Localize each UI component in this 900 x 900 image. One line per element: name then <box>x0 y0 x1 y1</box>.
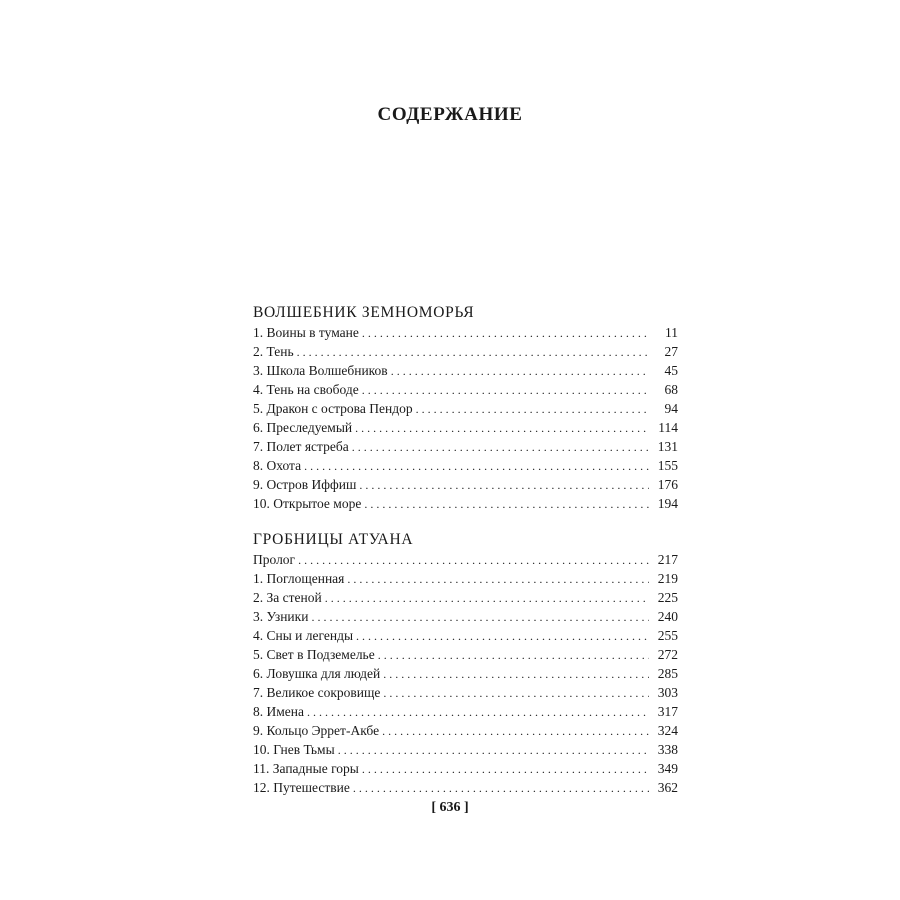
entry-page-number: 349 <box>657 761 678 776</box>
table-of-contents <box>253 303 678 797</box>
page-title: СОДЕРЖАНИЕ <box>377 104 523 125</box>
entry-title: 4. Сны и легенды <box>253 628 354 643</box>
section-entry-list <box>253 323 678 513</box>
toc-entry <box>253 342 678 361</box>
dot-leader <box>382 722 649 741</box>
entry-page-number: 272 <box>657 647 678 662</box>
dot-leader <box>359 476 649 495</box>
dot-leader <box>352 438 649 457</box>
dot-leader <box>391 362 649 381</box>
entry-page-number: 338 <box>657 742 678 757</box>
dot-leader <box>362 381 649 400</box>
entry-title: 3. Узники <box>253 609 309 624</box>
entry-title: 11. Западные горы <box>253 761 359 776</box>
entry-page-number: 94 <box>664 401 678 416</box>
toc-entry <box>253 607 678 626</box>
dot-leader <box>383 684 649 703</box>
entry-title: 5. Свет в Подземелье <box>253 647 375 662</box>
toc-section-earthsea-wizard <box>253 303 678 513</box>
entry-title: 12. Путешествие <box>253 780 350 795</box>
entry-page-number: 240 <box>657 609 678 624</box>
entry-page-number: 155 <box>657 458 678 473</box>
entry-page-number: 317 <box>657 704 678 719</box>
entry-page-number: 114 <box>658 420 678 435</box>
dot-leader <box>355 419 649 438</box>
entry-title: 9. Кольцо Эррет-Акбе <box>253 723 380 738</box>
section-entry-list <box>253 550 678 797</box>
toc-entry <box>253 683 678 702</box>
entry-page-number: 217 <box>657 552 678 567</box>
toc-entry <box>253 418 678 437</box>
toc-entry <box>253 437 678 456</box>
entry-title: 10. Гнев Тьмы <box>253 742 335 757</box>
toc-entry <box>253 550 678 569</box>
section-spacer <box>253 513 678 530</box>
dot-leader <box>362 324 649 343</box>
dot-leader <box>307 703 649 722</box>
entry-page-number: 225 <box>657 590 678 605</box>
entry-title: 8. Имена <box>253 704 305 719</box>
dot-leader <box>325 589 649 608</box>
toc-entry <box>253 626 678 645</box>
entry-page-number: 131 <box>657 439 678 454</box>
dot-leader <box>311 608 649 627</box>
entry-title: 1. Поглощенная <box>253 571 345 586</box>
entry-page-number: 176 <box>657 477 678 492</box>
entry-title: 2. За стеной <box>253 590 322 605</box>
entry-page-number: 11 <box>665 325 678 340</box>
toc-entry <box>253 456 678 475</box>
entry-page-number: 219 <box>657 571 678 586</box>
toc-entry <box>253 721 678 740</box>
entry-page-number: 68 <box>664 382 678 397</box>
entry-title: 8. Охота <box>253 458 302 473</box>
dot-leader <box>356 627 649 646</box>
dot-leader <box>364 495 649 514</box>
entry-title: 6. Преследуемый <box>253 420 353 435</box>
dot-leader <box>378 646 649 665</box>
dot-leader <box>297 343 649 362</box>
entry-title: 5. Дракон с острова Пендор <box>253 401 413 416</box>
entry-title: 3. Школа Волшебников <box>253 363 388 378</box>
section-heading: ВОЛШЕБНИК ЗЕМНОМОРЬЯ <box>253 304 475 321</box>
dot-leader <box>362 760 649 779</box>
toc-entry <box>253 645 678 664</box>
entry-title: 7. Полет ястреба <box>253 439 349 454</box>
entry-page-number: 194 <box>657 496 678 511</box>
entry-page-number: 255 <box>657 628 678 643</box>
dot-leader <box>416 400 649 419</box>
toc-entry <box>253 323 678 342</box>
toc-entry <box>253 475 678 494</box>
dot-leader <box>383 665 649 684</box>
page-number: [ 636 ] <box>431 800 469 815</box>
entry-title: 1. Воины в тумане <box>253 325 359 340</box>
entry-page-number: 285 <box>657 666 678 681</box>
entry-title: 7. Великое сокровище <box>253 685 381 700</box>
entry-page-number: 45 <box>664 363 678 378</box>
entry-title: 9. Остров Иффиш <box>253 477 357 492</box>
entry-title: 2. Тень <box>253 344 294 359</box>
toc-entry <box>253 759 678 778</box>
entry-title: 4. Тень на свободе <box>253 382 359 397</box>
toc-section-tombs-of-atuan <box>253 530 678 797</box>
dot-leader <box>298 551 649 570</box>
dot-leader <box>347 570 649 589</box>
dot-leader <box>353 779 649 798</box>
entry-page-number: 27 <box>664 344 678 359</box>
toc-entry <box>253 664 678 683</box>
entry-title: 10. Открытое море <box>253 496 362 511</box>
dot-leader <box>304 457 649 476</box>
toc-entry <box>253 494 678 513</box>
entry-title: Пролог <box>253 552 296 567</box>
toc-entry <box>253 702 678 721</box>
entry-page-number: 362 <box>657 780 678 795</box>
entry-page-number: 324 <box>657 723 678 738</box>
section-heading: ГРОБНИЦЫ АТУАНА <box>253 531 414 548</box>
toc-entry <box>253 588 678 607</box>
toc-entry <box>253 569 678 588</box>
entry-title: 6. Ловушка для людей <box>253 666 381 681</box>
toc-entry <box>253 361 678 380</box>
toc-entry <box>253 740 678 759</box>
toc-entry <box>253 380 678 399</box>
dot-leader <box>338 741 649 760</box>
toc-entry <box>253 399 678 418</box>
toc-entry <box>253 778 678 797</box>
entry-page-number: 303 <box>657 685 678 700</box>
